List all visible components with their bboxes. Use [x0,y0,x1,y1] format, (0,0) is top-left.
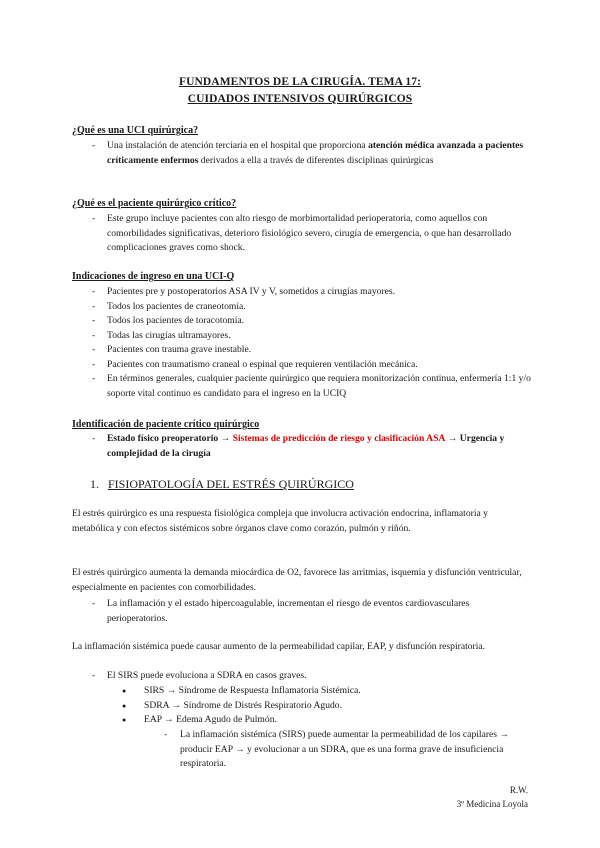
document-title [0,74,600,108]
section-number: 1. [90,477,99,491]
indicacion-item-7 [92,372,532,401]
sirs-item [92,669,532,684]
uci-definition-text-b: derivados a ella a través de diferentes disciplinas quirúrgicas [198,154,434,166]
indicacion-item-4 [92,329,532,344]
identificacion-bold-b: → Urgencia y complejidad de la cirugía [107,433,505,459]
bullet-text: SDRA → Síndrome de Distrés Respiratorio Agudo. [144,699,342,711]
indicacion-text: - Todos los pacientes de craneotomía. [107,300,246,312]
indicacion-text: - Pacientes pre y postoperatorios ASA IV y V, sometidos a cirugías mayores. [107,286,396,297]
indicacion-text: - En términos generales, cualquier paciente quirúrgico que requiera monitorización continua, enfermería 1:1 y/o soporte vital continuo es candidato para el ingreso en la UCIQ [107,373,531,399]
heading-paciente-critico: ¿Qué es el paciente quirúrgico crítico? [72,198,237,209]
estres-cardiaco-item [92,597,532,626]
footer-course: 3º Medicina Loyola [456,799,528,809]
sub-item-permeabilidad [164,728,534,772]
title-line-2: CUIDADOS INTENSIVOS QUIRÚRGICOS [187,93,413,105]
uci-definition-bold: atención médica avanzada a pacientes críticamente enfermos [107,140,524,166]
sub-item-text: - La inflamación sistémica (SIRS) puede aumentar la permeabilidad de los capilares → producir EAP → y evolucionar a un SDRA, que es una forma grave de insuficiencia respiratoria. [180,729,510,770]
paragraph-estres-definicion: El estrés quirúrgico es una respuesta fisiológica compleja que involucra activación endocrina, inflamatoria y metabólica y con efectos sistémicos sobre órganos clave como corazón, pulmón y riñón. [72,508,488,534]
paciente-critico-text: - Este grupo incluye pacientes con alto riesgo de morbimortalidad perioperatoria, como aquellos con comorbilidades significativas, deterioro fisiológico severo, cirugía de emergencia, o que han desarrollado complicaciones graves como shock. [107,213,512,254]
title-line-1: FUNDAMENTOS DE LA CIRUGÍA. TEMA 17: [178,76,422,88]
paciente-critico-item [92,212,532,256]
identificacion-red-text: Sistemas de predicción de riesgo y clasificación ASA [232,433,446,444]
indicacion-item-3 [92,314,532,329]
indicacion-text: - Pacientes con trauma grave inestable. [107,344,252,355]
bullet-eap [128,713,277,728]
indicacion-item-1 [92,285,532,300]
indicacion-item-2 [92,300,532,315]
bullet-sirs [128,684,361,699]
indicacion-item-5 [92,343,532,358]
uci-definition-item [92,139,532,168]
paragraph-inflamacion-sistemica: La inflamación sistémica puede causar aumento de la permeabilidad capilar, EAP, y disfunción respiratoria. [72,641,486,652]
heading-uci-quirurgica: ¿Qué es una UCI quirúrgica? [72,125,199,136]
footer-author: R.W. [509,785,528,795]
bullet-text: SIRS → Síndrome de Respuesta Inflamatoria Sistémica. [144,685,361,696]
uci-definition-text-a: Una instalación de atención terciaria en el hospital que proporciona [107,140,369,151]
bullet-sdra [128,699,342,714]
indicacion-text: - Pacientes con traumatismo craneal o espinal que requieren ventilación mecánica. [107,358,418,370]
heading-indicaciones: Indicaciones de ingreso en una UCI-Q [72,271,235,282]
indicacion-text: - Todas las cirugías ultramayores. [107,329,231,341]
section-title: FISIOPATOLOGÍA DEL ESTRÉS QUIRÚRGICO [108,477,354,491]
paragraph-estres-cardiaco: El estrés quirúrgico aumenta la demanda miocárdica de O2, favorece las arritmias, isquemia y disfunción ventricular, especialmente en pacientes con comorbilidades. [72,567,522,593]
bullet-text: EAP → Edema Agudo de Pulmón. [144,714,277,725]
indicacion-item-6 [92,358,532,373]
identificacion-bold-a: Estado físico preoperatorio → [107,433,231,444]
section-heading-fisiopatologia [90,476,354,492]
heading-identificacion: Identificación de paciente crítico quirúrgico [72,419,260,430]
sirs-item-text: - El SIRS puede evoluciona a SDRA en casos graves. [107,670,307,681]
identificacion-item [92,432,532,461]
estres-cardiaco-item-text: - La inflamación y el estado hipercoagulable, incrementan el riesgo de eventos cardiovasculares perioperatorios. [107,598,470,624]
indicacion-text: - Todos los pacientes de toracotomía. [107,315,245,326]
